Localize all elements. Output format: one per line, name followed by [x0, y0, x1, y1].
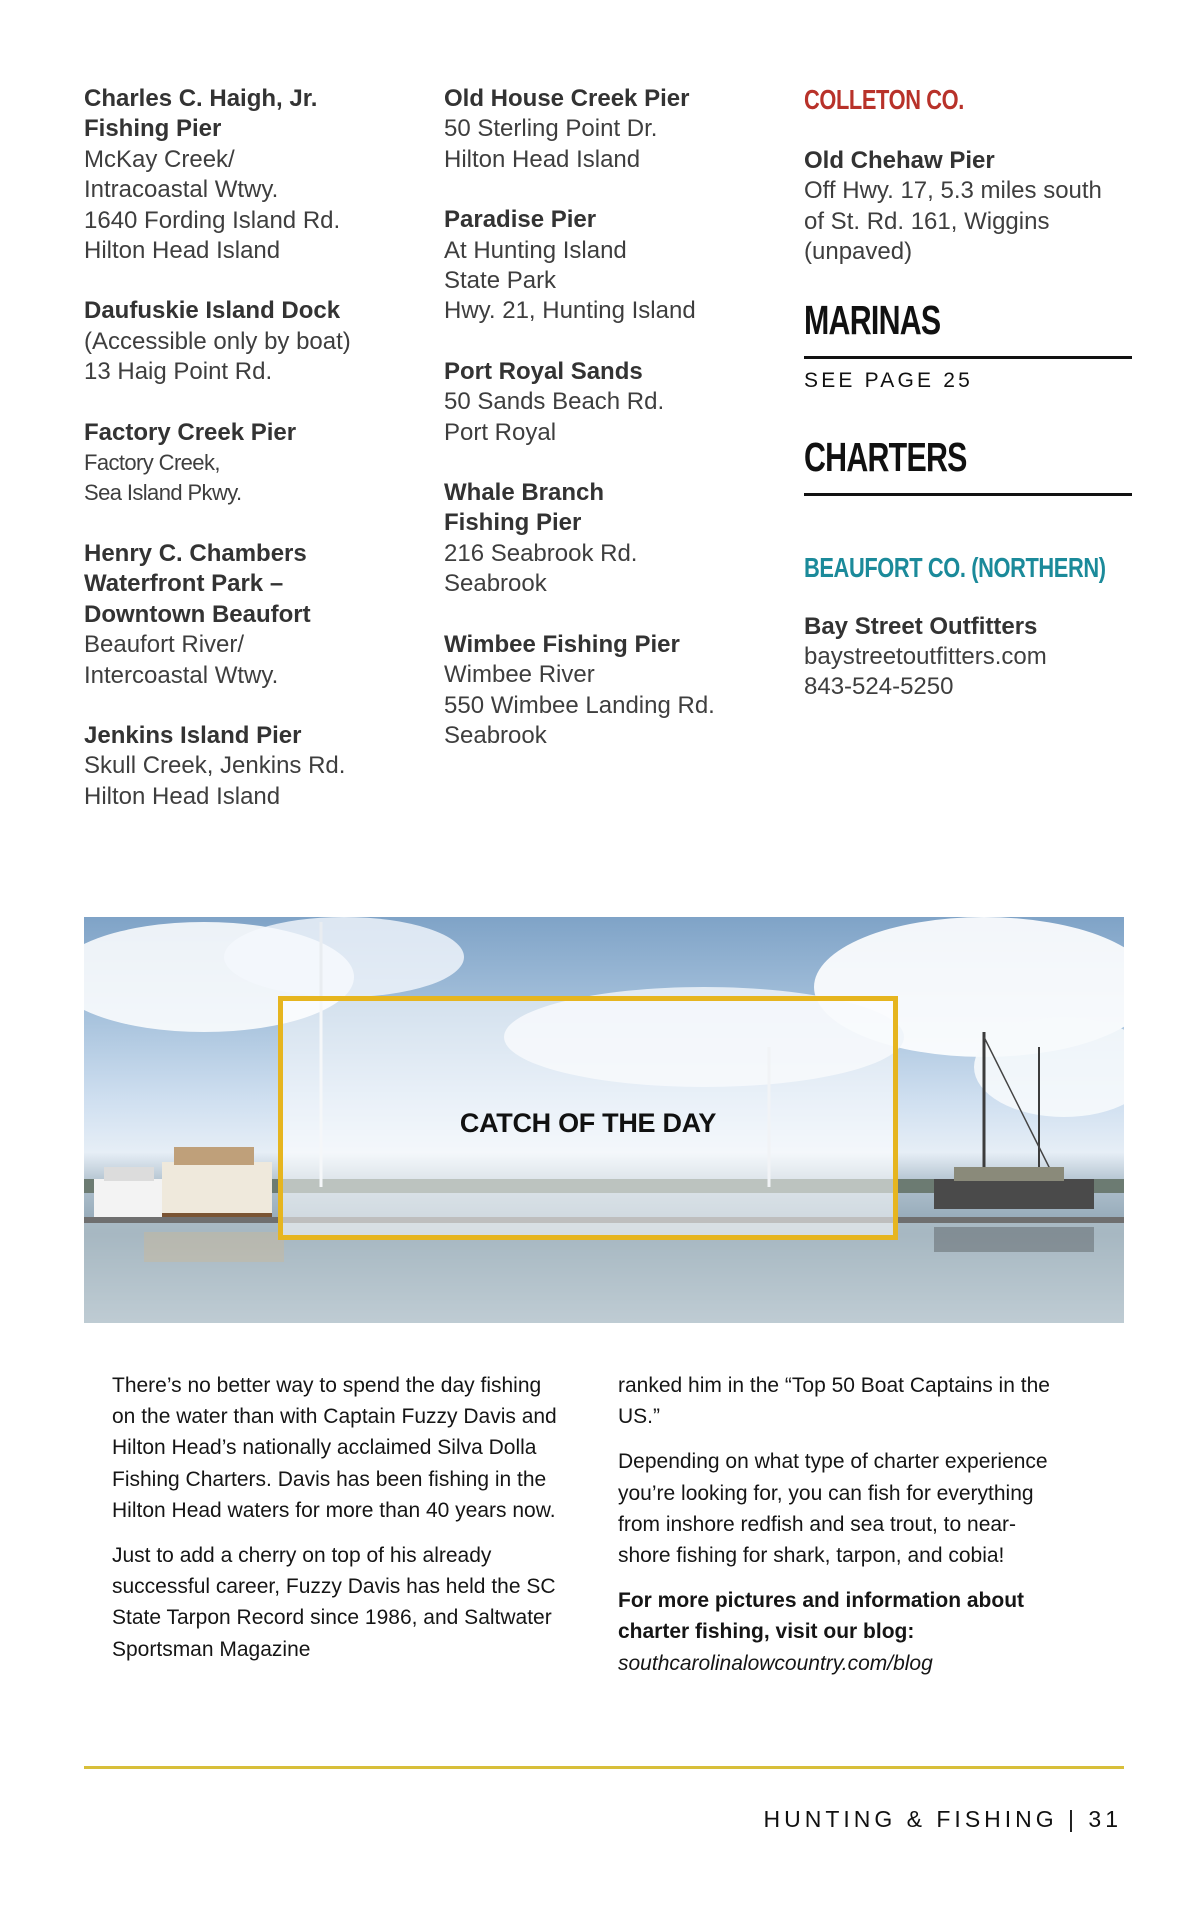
pier-detail: 50 Sterling Point Dr.	[444, 115, 658, 143]
pier-name: Old Chehaw Pier	[804, 147, 995, 174]
pier-name: Henry C. Chambers Waterfront Park – Downtown Beaufort	[84, 539, 311, 628]
article-cta	[618, 1585, 1068, 1679]
page-footer: HUNTING & FISHING | 31	[763, 1806, 1122, 1832]
pier-detail: (unpaved)	[804, 238, 913, 266]
pier-detail: (Accessible only by boat)	[84, 327, 351, 355]
pier-detail: Off Hwy. 17, 5.3 miles south	[804, 177, 1102, 205]
pier-detail: Skull Creek, Jenkins Rd.	[84, 752, 346, 780]
article-paragraph: Depending on what type of charter experience you’re looking for, you can fish for everything from inshore redfish and sea trout, to near-shore fishing for shark, tarpon, and cobia!	[618, 1450, 1048, 1568]
pier-detail: 50 Sands Beach Rd.	[444, 388, 665, 416]
marina-photo	[84, 917, 1124, 1323]
pier-detail: 550 Wimbee Landing Rd.	[444, 691, 715, 719]
pier-name: Daufuskie Island Dock	[84, 297, 341, 325]
list-item	[444, 478, 784, 600]
list-item	[84, 296, 424, 387]
pier-detail: Intercoastal Wtwy.	[84, 661, 279, 689]
list-item	[804, 146, 1134, 268]
article-paragraph: Just to add a cherry on top of his already successful career, Fuzzy Davis has held the SC State Tarpon Record since 1986, and Saltwater Sportsman Magazine	[112, 1544, 556, 1661]
pier-list-column-3	[804, 84, 1134, 733]
pier-detail: 216 Seabrook Rd.	[444, 539, 638, 567]
list-item	[84, 84, 424, 266]
pier-detail: State Park	[444, 267, 557, 295]
article-column-1	[112, 1370, 562, 1679]
pier-detail: Hilton Head Island	[84, 782, 281, 810]
pier-detail: Sea Island Pkwy.	[84, 480, 242, 506]
charters-heading: CHARTERS	[804, 433, 967, 480]
outfitter-website[interactable]: baystreetoutfitters.com	[804, 643, 1047, 671]
footer-divider	[84, 1766, 1124, 1769]
marinas-heading: MARINAS	[804, 296, 941, 343]
beaufort-heading: BEAUFORT CO. (NORTHERN)	[804, 551, 1106, 583]
pier-name: Wimbee Fishing Pier	[444, 630, 680, 658]
outfitter-phone: 843-524-5250	[804, 673, 954, 701]
pier-detail: Intracoastal Wtwy.	[84, 176, 279, 204]
pier-detail: Factory Creek,	[84, 450, 220, 476]
see-page-link[interactable]: SEE PAGE 25	[804, 368, 974, 392]
pier-detail: 13 Haig Point Rd.	[84, 358, 273, 386]
list-item	[84, 418, 424, 509]
pier-detail: McKay Creek/	[84, 145, 235, 173]
list-item	[444, 205, 784, 327]
section-divider	[804, 356, 1132, 359]
pier-detail: Port Royal	[444, 418, 557, 446]
article-paragraph: ranked him in the “Top 50 Boat Captains in the US.”	[618, 1374, 1050, 1429]
list-item	[444, 630, 784, 752]
pier-detail: Hwy. 21, Hunting Island	[444, 297, 696, 325]
pier-name: Paradise Pier	[444, 206, 597, 234]
pier-detail: Hilton Head Island	[84, 237, 281, 265]
pier-list-column-2	[444, 84, 784, 781]
list-item	[444, 84, 784, 175]
pier-name: Jenkins Island Pier	[84, 721, 302, 749]
pier-detail: Beaufort River/	[84, 631, 245, 659]
pier-detail: Wimbee River	[444, 661, 595, 689]
pier-detail: Seabrook	[444, 570, 547, 598]
colleton-heading: COLLETON CO.	[804, 84, 964, 115]
article-column-2	[618, 1370, 1068, 1693]
blog-link[interactable]: southcarolinalowcountry.com/blog	[618, 1651, 933, 1675]
catch-of-the-day-box	[278, 996, 898, 1240]
banner-title: CATCH OF THE DAY	[459, 1108, 717, 1138]
pier-detail: Hilton Head Island	[444, 145, 641, 173]
outfitter-name: Bay Street Outfitters	[804, 612, 1038, 640]
list-item	[804, 612, 1134, 703]
article-paragraph: There’s no better way to spend the day fishing on the water than with Captain Fuzzy Davis and Hilton Head’s nationally acclaimed Silva Dolla Fishing Charters. Davis has been fishing in the Hilton Head waters for more than 40 years now.	[112, 1374, 557, 1522]
pier-name: Charles C. Haigh, Jr. Fishing Pier	[84, 85, 318, 143]
list-item	[84, 721, 424, 812]
pier-detail: At Hunting Island	[444, 236, 627, 264]
pier-list-column-1	[84, 84, 424, 842]
list-item	[444, 357, 784, 448]
pier-name: Factory Creek Pier	[84, 418, 297, 446]
cta-text: For more pictures and information about charter fishing, visit our blog:	[618, 1589, 1025, 1644]
pier-detail: Seabrook	[444, 721, 547, 749]
pier-detail: 1640 Fording Island Rd.	[84, 206, 341, 234]
pier-name: Port Royal Sands	[444, 357, 643, 385]
list-item	[84, 539, 424, 691]
pier-detail: of St. Rd. 161, Wiggins	[804, 207, 1050, 235]
pier-name: Old House Creek Pier	[444, 85, 690, 112]
pier-name: Whale Branch Fishing Pier	[444, 479, 605, 537]
